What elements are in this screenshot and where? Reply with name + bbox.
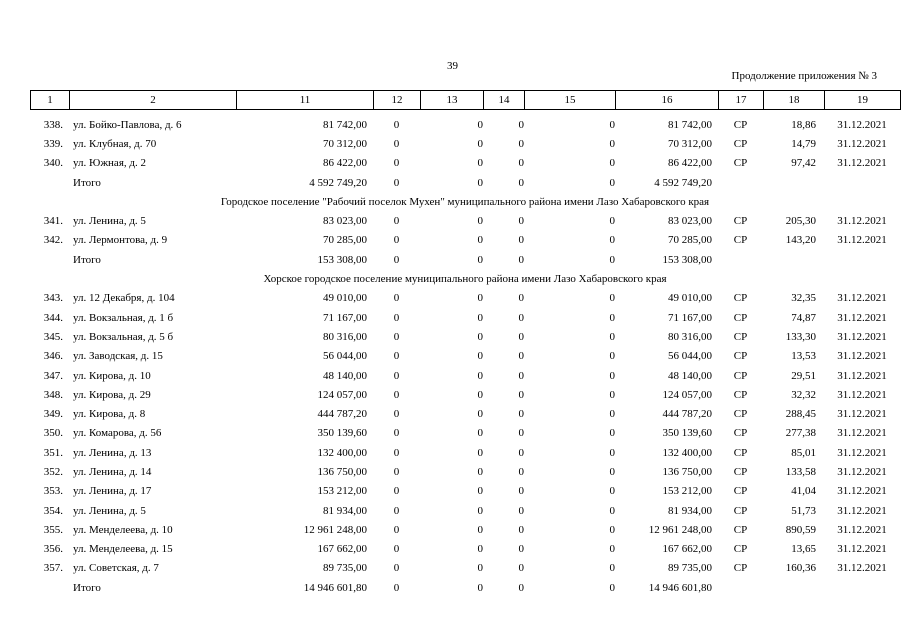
col-11-cell: 71 167,00 [323,311,367,324]
row-number: 341. [43,215,63,228]
row-number: 356. [43,543,63,556]
column-header: 19 [825,91,901,110]
column-header-table [30,90,901,110]
table-row [30,289,900,308]
col-11-cell: 89 735,00 [323,562,367,575]
column-header: 17 [719,91,764,110]
col-13-cell: 0 [477,465,483,478]
col-17-cell: СР [733,369,748,382]
address-cell: ул. Лермонтова, д. 9 [73,234,168,247]
row-number: 355. [43,523,63,536]
col-14-cell: 0 [518,350,524,363]
column-header: 1 [31,91,70,110]
col-13-cell: 0 [477,504,483,517]
address-cell: ул. Комарова, д. 56 [73,427,162,440]
address-cell: ул. Ленина, д. 5 [73,215,146,228]
col-18-cell: 85,01 [791,446,816,459]
page-number: 39 [447,60,458,72]
row-number: 347. [43,369,63,382]
col-13-cell: 0 [477,523,483,536]
address-cell: ул. Кирова, д. 8 [73,408,146,421]
table-body [30,115,900,597]
address-cell: ул. Советская, д. 7 [73,562,159,575]
col-16-cell: 80 316,00 [668,330,712,343]
col-19-cell: 31.12.2021 [837,292,887,305]
total-row [30,250,900,269]
table-row [30,559,900,578]
col-16-cell: 71 167,00 [668,311,712,324]
col-19-cell: 31.12.2021 [837,504,887,517]
col-11-cell: 12 961 248,00 [303,523,367,536]
col-14-cell: 0 [518,118,524,131]
col-13-cell: 0 [477,388,483,401]
col-18-cell: 97,42 [791,157,816,170]
col-19-cell: 31.12.2021 [837,118,887,131]
col-11-cell: 70 285,00 [323,234,367,247]
col-19-cell: 31.12.2021 [837,485,887,498]
col-12-cell: 0 [393,157,400,170]
col-18-cell: 18,86 [791,118,816,131]
col-16-cell: 48 140,00 [668,369,712,382]
col-15-cell: 0 [609,388,615,401]
col-15-cell: 0 [609,253,615,266]
section-title: Городское поселение "Рабочий поселок Мухен" муниципального района имени Лазо Хабаровского края [220,195,710,208]
col-19-cell: 31.12.2021 [837,543,887,556]
col-13-cell: 0 [477,330,483,343]
col-12-cell: 0 [393,504,400,517]
col-12-cell: 0 [393,581,400,594]
col-11-cell: 86 422,00 [323,157,367,170]
row-number: 343. [43,292,63,305]
table-row [30,443,900,462]
col-14-cell: 0 [518,388,524,401]
col-13-cell: 0 [477,581,483,594]
col-16-cell: 83 023,00 [668,215,712,228]
col-15-cell: 0 [609,311,615,324]
row-number: 350. [43,427,63,440]
col-17-cell: СР [733,543,748,556]
col-15-cell: 0 [609,562,615,575]
address-cell: ул. Кирова, д. 10 [73,369,151,382]
col-14-cell: 0 [518,504,524,517]
col-18-cell: 32,32 [791,388,816,401]
col-12-cell: 0 [393,446,400,459]
total-label: Итого [73,581,101,594]
col-18-cell: 288,45 [785,408,816,421]
row-number: 353. [43,485,63,498]
row-number: 354. [43,504,63,517]
col-18-cell: 133,58 [785,465,816,478]
col-16-cell: 89 735,00 [668,562,712,575]
col-15-cell: 0 [609,330,615,343]
table-row [30,327,900,346]
col-15-cell: 0 [609,427,615,440]
row-number: 345. [43,330,63,343]
col-12-cell: 0 [393,523,400,536]
col-15-cell: 0 [609,292,615,305]
column-header-row [31,91,901,110]
col-13-cell: 0 [477,176,483,189]
col-18-cell: 13,53 [791,350,816,363]
col-17-cell: СР [733,234,748,247]
col-16-cell: 12 961 248,00 [648,523,712,536]
col-14-cell: 0 [518,292,524,305]
col-14-cell: 0 [518,408,524,421]
col-16-cell: 14 946 601,80 [648,581,712,594]
col-17-cell: СР [733,350,748,363]
col-14-cell: 0 [518,523,524,536]
col-12-cell: 0 [393,330,400,343]
col-12-cell: 0 [393,176,400,189]
col-12-cell: 0 [393,253,400,266]
column-header: 15 [525,91,616,110]
col-19-cell: 31.12.2021 [837,369,887,382]
col-16-cell: 81 934,00 [668,504,712,517]
col-16-cell: 136 750,00 [662,465,712,478]
col-19-cell: 31.12.2021 [837,388,887,401]
address-cell: ул. Ленина, д. 13 [73,446,152,459]
row-number [30,250,69,269]
address-cell: ул. 12 Декабря, д. 104 [73,292,175,305]
col-16-cell: 70 312,00 [668,137,712,150]
col-11-cell: 153 212,00 [317,485,367,498]
col-13-cell: 0 [477,350,483,363]
col-12-cell: 0 [393,350,400,363]
col-13-cell: 0 [477,157,483,170]
col-18-cell: 890,59 [785,523,816,536]
col-11-cell: 70 312,00 [323,137,367,150]
appendix-note: Продолжение приложения № 3 [731,70,877,82]
col-16-cell: 167 662,00 [662,543,712,556]
col-19-cell: 31.12.2021 [837,427,887,440]
col-14-cell: 0 [518,330,524,343]
col-17-cell: СР [733,465,748,478]
col-12-cell: 0 [393,465,400,478]
section-title: Хорское городское поселение муниципального района имени Лазо Хабаровского края [263,273,667,286]
col-15-cell: 0 [609,543,615,556]
col-16-cell: 132 400,00 [662,446,712,459]
col-17-cell [718,173,763,192]
col-15-cell: 0 [609,408,615,421]
col-18-cell [763,578,824,597]
row-number: 344. [43,311,63,324]
col-17-cell: СР [733,485,748,498]
column-header: 12 [374,91,421,110]
table-row [30,154,900,173]
table-row [30,501,900,520]
col-17-cell: СР [733,292,748,305]
col-19-cell [824,578,900,597]
col-18-cell: 29,51 [791,369,816,382]
col-12-cell: 0 [393,388,400,401]
table-row [30,404,900,423]
col-15-cell: 0 [609,137,615,150]
col-14-cell: 0 [518,157,524,170]
col-14-cell: 0 [518,215,524,228]
col-19-cell [824,250,900,269]
col-18-cell [763,250,824,269]
row-number [30,173,69,192]
col-15-cell: 0 [609,504,615,517]
col-16-cell: 4 592 749,20 [654,176,712,189]
col-19-cell: 31.12.2021 [837,465,887,478]
col-16-cell: 444 787,20 [662,408,712,421]
col-19-cell: 31.12.2021 [837,408,887,421]
col-15-cell: 0 [609,465,615,478]
col-16-cell: 86 422,00 [668,157,712,170]
table-row [30,366,900,385]
col-19-cell: 31.12.2021 [837,562,887,575]
col-12-cell: 0 [393,215,400,228]
col-15-cell: 0 [609,157,615,170]
address-cell: ул. Ленина, д. 5 [73,504,146,517]
row-number [30,578,69,597]
col-13-cell: 0 [477,427,483,440]
col-18-cell: 32,35 [791,292,816,305]
col-11-cell: 81 934,00 [323,504,367,517]
col-12-cell: 0 [393,427,400,440]
col-19-cell: 31.12.2021 [837,215,887,228]
col-18-cell: 13,65 [791,543,816,556]
row-number: 340. [43,157,63,170]
col-12-cell: 0 [393,562,400,575]
col-11-cell: 81 742,00 [323,118,367,131]
col-11-cell: 14 946 601,80 [303,581,367,594]
col-16-cell: 70 285,00 [668,234,712,247]
col-13-cell: 0 [477,543,483,556]
col-18-cell: 74,87 [791,311,816,324]
col-15-cell: 0 [609,523,615,536]
address-cell: ул. Ленина, д. 17 [73,485,152,498]
col-14-cell: 0 [518,543,524,556]
col-12-cell: 0 [393,311,400,324]
col-19-cell: 31.12.2021 [837,311,887,324]
col-19-cell: 31.12.2021 [837,234,887,247]
col-11-cell: 56 044,00 [323,350,367,363]
total-label: Итого [73,253,101,266]
row-number: 349. [43,408,63,421]
column-header: 18 [764,91,825,110]
col-18-cell: 160,36 [785,562,816,575]
col-15-cell: 0 [609,215,615,228]
col-17-cell [718,250,763,269]
col-16-cell: 350 139,60 [662,427,712,440]
col-14-cell: 0 [518,465,524,478]
col-13-cell: 0 [477,234,483,247]
col-11-cell: 167 662,00 [317,543,367,556]
address-cell: ул. Заводская, д. 15 [73,350,163,363]
address-cell: ул. Менделеева, д. 10 [73,523,173,536]
col-11-cell: 83 023,00 [323,215,367,228]
row-number: 346. [43,350,63,363]
row-number: 339. [43,137,63,150]
table-row [30,520,900,539]
col-15-cell: 0 [609,446,615,459]
col-19-cell: 31.12.2021 [837,157,887,170]
col-18-cell: 41,04 [791,485,816,498]
column-header: 14 [484,91,525,110]
col-11-cell: 4 592 749,20 [309,176,367,189]
col-18-cell: 277,38 [785,427,816,440]
col-16-cell: 153 212,00 [662,485,712,498]
table-row [30,211,900,230]
col-18-cell: 205,30 [785,215,816,228]
col-17-cell: СР [733,523,748,536]
col-19-cell: 31.12.2021 [837,523,887,536]
col-17-cell: СР [733,388,748,401]
address-cell: ул. Южная, д. 2 [73,157,146,170]
column-header: 16 [616,91,719,110]
col-14-cell: 0 [518,562,524,575]
col-11-cell: 136 750,00 [317,465,367,478]
col-14-cell: 0 [518,176,524,189]
col-13-cell: 0 [477,137,483,150]
col-17-cell: СР [733,137,748,150]
col-14-cell: 0 [518,311,524,324]
col-11-cell: 444 787,20 [317,408,367,421]
col-12-cell: 0 [393,137,400,150]
total-row [30,578,900,597]
col-13-cell: 0 [477,485,483,498]
col-18-cell: 14,79 [791,137,816,150]
col-11-cell: 80 316,00 [323,330,367,343]
table-row [30,115,900,134]
col-11-cell: 153 308,00 [317,253,367,266]
col-12-cell: 0 [393,234,400,247]
table-row [30,482,900,501]
table-row [30,308,900,327]
col-11-cell: 124 057,00 [317,388,367,401]
address-cell: ул. Ленина, д. 14 [73,465,152,478]
col-16-cell: 49 010,00 [668,292,712,305]
col-19-cell: 31.12.2021 [837,350,887,363]
col-15-cell: 0 [609,369,615,382]
col-11-cell: 49 010,00 [323,292,367,305]
table-row [30,540,900,559]
col-13-cell: 0 [477,408,483,421]
col-15-cell: 0 [609,234,615,247]
col-19-cell: 31.12.2021 [837,137,887,150]
row-number: 357. [43,562,63,575]
col-16-cell: 124 057,00 [662,388,712,401]
col-13-cell: 0 [477,118,483,131]
row-number: 352. [43,465,63,478]
col-12-cell: 0 [393,485,400,498]
table-row [30,462,900,481]
col-15-cell: 0 [609,350,615,363]
col-11-cell: 48 140,00 [323,369,367,382]
col-12-cell: 0 [393,369,400,382]
address-cell: ул. Бойко-Павлова, д. 6 [73,118,182,131]
table-row [30,424,900,443]
col-16-cell: 56 044,00 [668,350,712,363]
col-14-cell: 0 [518,446,524,459]
col-13-cell: 0 [477,292,483,305]
row-number: 342. [43,234,63,247]
col-12-cell: 0 [393,118,400,131]
col-12-cell: 0 [393,543,400,556]
col-17-cell [718,578,763,597]
row-number: 348. [43,388,63,401]
col-12-cell: 0 [393,408,400,421]
col-15-cell: 0 [609,118,615,131]
col-18-cell: 143,20 [785,234,816,247]
col-14-cell: 0 [518,485,524,498]
total-row [30,173,900,192]
col-14-cell: 0 [518,427,524,440]
col-13-cell: 0 [477,562,483,575]
col-14-cell: 0 [518,253,524,266]
col-14-cell: 0 [518,369,524,382]
section-title-row [30,269,900,288]
row-number: 338. [43,118,63,131]
col-13-cell: 0 [477,369,483,382]
col-13-cell: 0 [477,253,483,266]
col-14-cell: 0 [518,234,524,247]
col-18-cell: 133,30 [785,330,816,343]
total-label: Итого [73,176,101,189]
col-17-cell: СР [733,118,748,131]
address-cell: ул. Кирова, д. 29 [73,388,151,401]
col-15-cell: 0 [609,485,615,498]
col-14-cell: 0 [518,581,524,594]
col-17-cell: СР [733,215,748,228]
col-19-cell: 31.12.2021 [837,330,887,343]
column-header: 11 [237,91,374,110]
col-18-cell [763,173,824,192]
col-15-cell: 0 [609,176,615,189]
col-17-cell: СР [733,427,748,440]
address-cell: ул. Вокзальная, д. 1 б [73,311,174,324]
column-header: 13 [421,91,484,110]
column-header: 2 [70,91,237,110]
table-row [30,347,900,366]
col-17-cell: СР [733,311,748,324]
col-17-cell: СР [733,330,748,343]
table-row [30,134,900,153]
col-19-cell: 31.12.2021 [837,446,887,459]
col-14-cell: 0 [518,137,524,150]
col-17-cell: СР [733,562,748,575]
col-18-cell: 51,73 [791,504,816,517]
address-cell: ул. Вокзальная, д. 5 б [73,330,174,343]
col-13-cell: 0 [477,215,483,228]
col-16-cell: 153 308,00 [662,253,712,266]
col-17-cell: СР [733,504,748,517]
col-11-cell: 350 139,60 [317,427,367,440]
table-row [30,231,900,250]
col-15-cell: 0 [609,581,615,594]
col-13-cell: 0 [477,446,483,459]
data-table [30,115,900,597]
col-12-cell: 0 [393,292,400,305]
address-cell: ул. Менделеева, д. 15 [73,543,173,556]
table-row [30,385,900,404]
address-cell: ул. Клубная, д. 70 [73,137,157,150]
row-number: 351. [43,446,63,459]
col-17-cell: СР [733,446,748,459]
col-16-cell: 81 742,00 [668,118,712,131]
col-11-cell: 132 400,00 [317,446,367,459]
section-title-row [30,192,900,211]
col-19-cell [824,173,900,192]
col-17-cell: СР [733,157,748,170]
col-13-cell: 0 [477,311,483,324]
col-17-cell: СР [733,408,748,421]
